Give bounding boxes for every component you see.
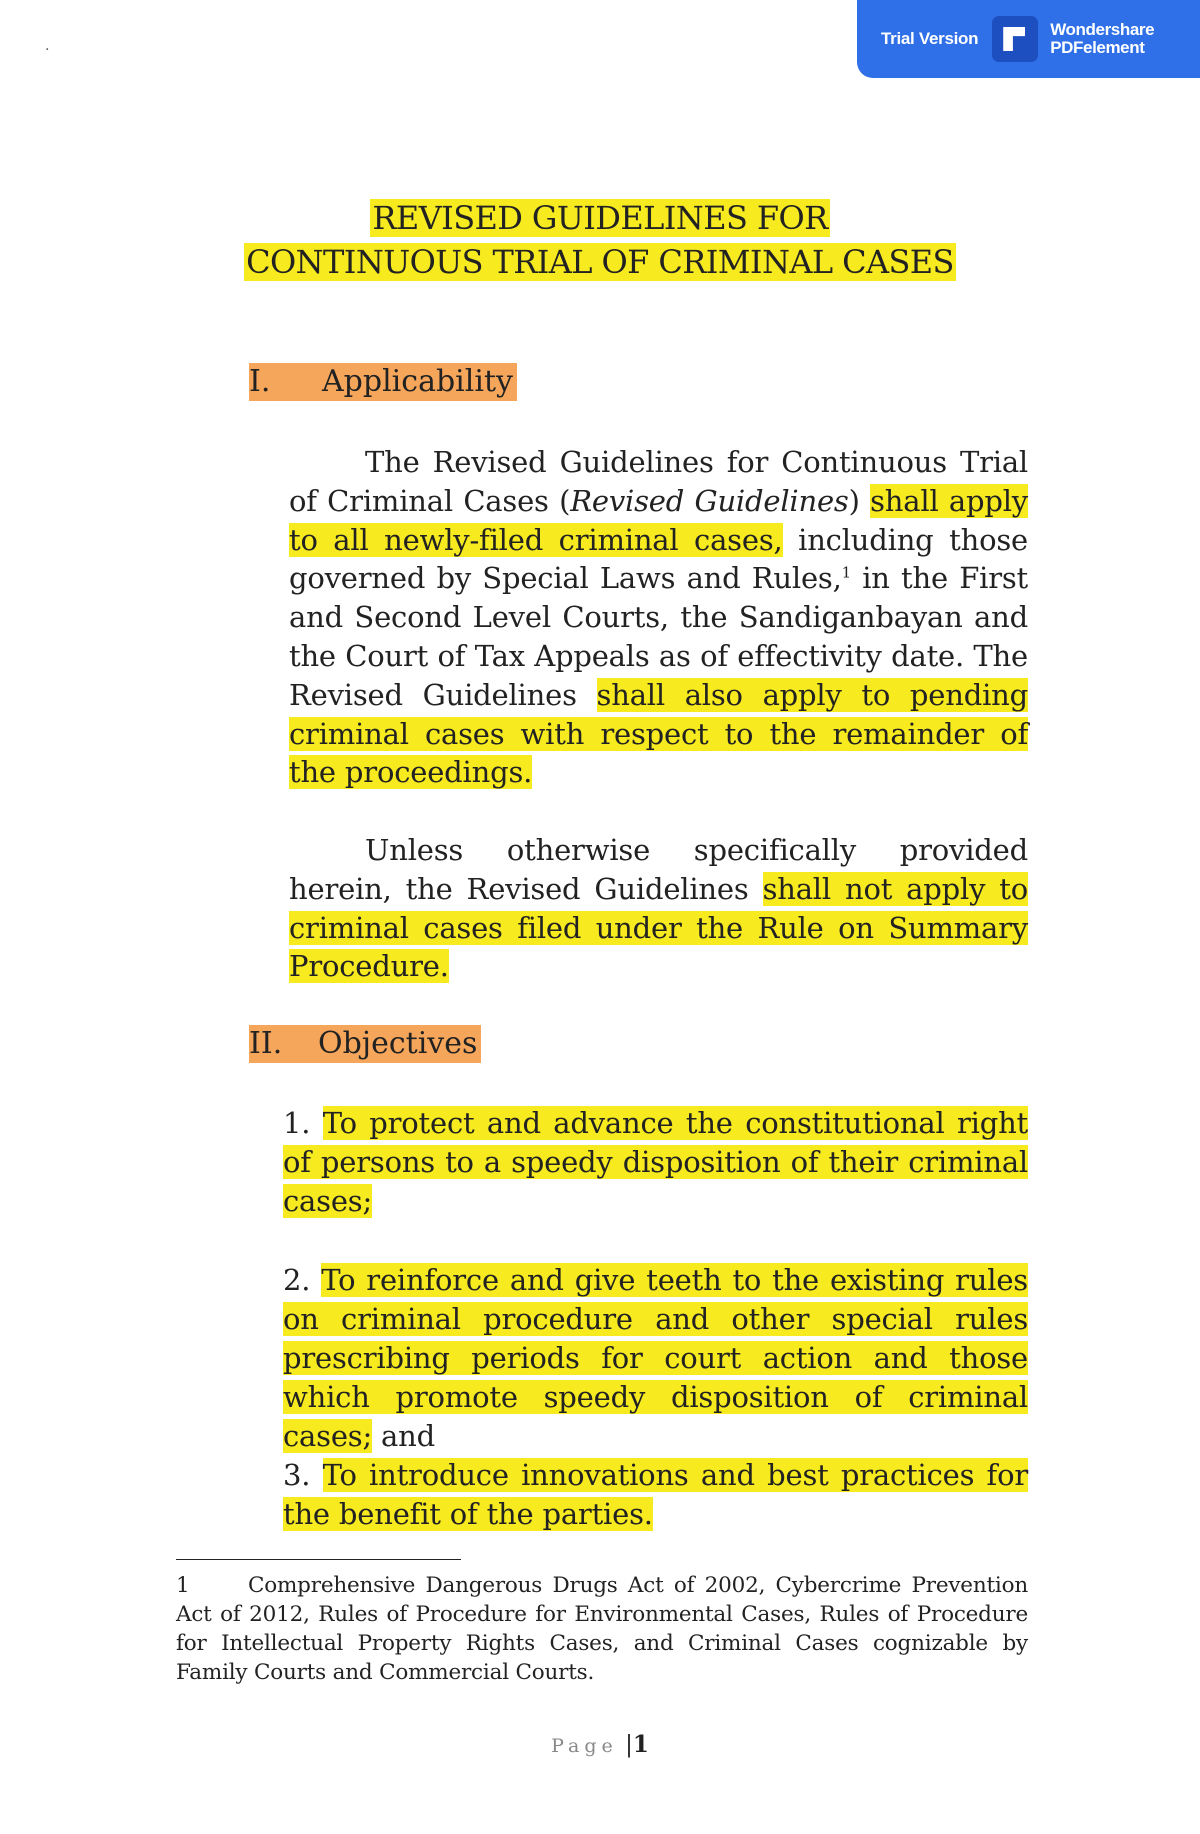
- applicability-paragraph-2: [289, 831, 1028, 986]
- footnote-divider: [176, 1559, 461, 1560]
- page-label: Page: [551, 1735, 618, 1757]
- pdfelement-logo-icon: [992, 16, 1038, 62]
- section-title: Applicability: [322, 364, 513, 399]
- title-line-2: CONTINUOUS TRIAL OF CRIMINAL CASES: [246, 243, 954, 281]
- section-heading-applicability: [249, 363, 517, 401]
- highlighted-text: To reinforce and give teeth to the existing rules on criminal procedure and other special rules prescribing periods for court action and those which promote speedy disposition of criminal cases;: [283, 1263, 1028, 1453]
- title-line-1: REVISED GUIDELINES FOR: [372, 199, 828, 237]
- footnote-reference[interactable]: 1: [841, 563, 851, 582]
- highlighted-text: To introduce innovations and best practices for the benefit of the parties.: [283, 1458, 1029, 1531]
- highlighted-text: shall also apply to pending criminal cases with respect to the remainder of the proceedings.: [289, 677, 1028, 790]
- footnote-number: 1: [176, 1573, 190, 1598]
- item-number: 2.: [283, 1263, 322, 1297]
- highlighted-text: shall apply to all newly-filed criminal cases,: [289, 483, 1028, 557]
- applicability-paragraph-1: [289, 443, 1028, 792]
- text-run: Unless otherwise specifically provided herein, the Revised Guidelines: [289, 833, 1028, 906]
- corner-mark: .: [45, 38, 50, 54]
- item-number: 3.: [283, 1458, 323, 1492]
- brand-name: [1050, 21, 1154, 57]
- text-run: including those governed by Special Laws and Rules,: [289, 522, 1028, 596]
- document-title: [0, 196, 1200, 284]
- page-number: 1: [632, 1731, 649, 1758]
- objective-item-1: [283, 1104, 1028, 1221]
- section-number: II.: [249, 1026, 283, 1061]
- italic-text: Revised Guidelines: [570, 483, 849, 518]
- item-number: 1.: [283, 1106, 323, 1140]
- text-run: and: [372, 1419, 435, 1453]
- text-run: ): [848, 483, 871, 518]
- objective-item-3: [283, 1456, 1028, 1534]
- trial-version-label: Trial Version: [881, 29, 979, 48]
- footnote-text: Comprehensive Dangerous Drugs Act of 2002, Cybercrime Prevention Act of 2012, Rules of Procedure for Environmental Cases, Rules of Procedure for Intellectual Property Rights Cases, and Criminal Cases cognizable by Family Courts and Commercial Courts.: [176, 1573, 1028, 1685]
- section-title: Objectives: [318, 1026, 478, 1061]
- brand-line-1: Wondershare: [1050, 20, 1155, 39]
- page-separator: |: [625, 1732, 633, 1758]
- highlighted-text: shall not apply to criminal cases filed under the Rule on Summary Procedure.: [289, 871, 1028, 984]
- footnote: [176, 1571, 1028, 1687]
- text-run: in the First and Second Level Courts, the Sandiganbayan and the Court of Tax Appeals as of effectivity date. The Revised Guidelines: [289, 561, 1029, 712]
- page-footer: [0, 1731, 1200, 1758]
- objective-item-2: [283, 1261, 1028, 1456]
- section-number: I.: [249, 364, 271, 399]
- highlighted-text: To protect and advance the constitutional right of persons to a speedy disposition of their criminal cases;: [283, 1106, 1028, 1218]
- section-heading-objectives: [249, 1025, 481, 1063]
- brand-line-2: PDFelement: [1050, 38, 1145, 57]
- trial-version-banner[interactable]: [857, 0, 1200, 78]
- text-run: The Revised Guidelines for Continuous Trial of Criminal Cases (: [289, 445, 1028, 518]
